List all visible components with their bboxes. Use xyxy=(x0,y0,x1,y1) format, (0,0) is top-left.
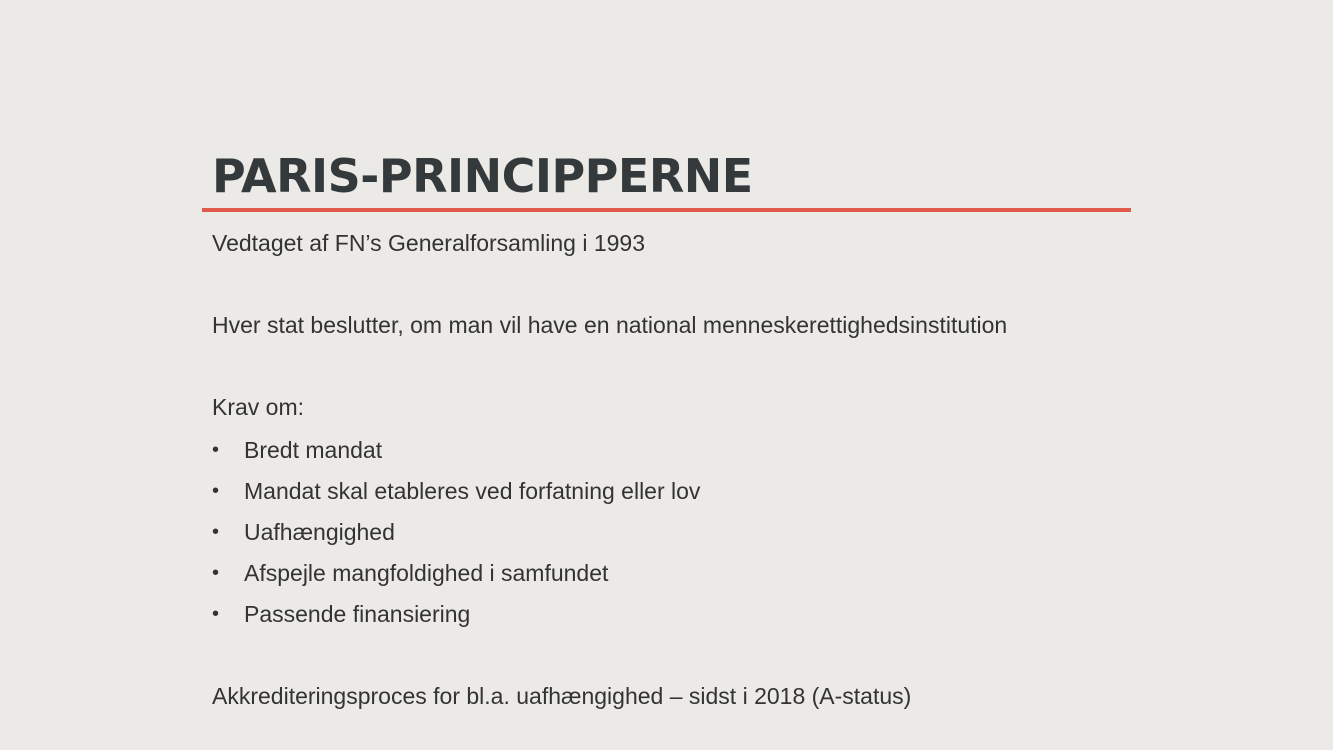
bullet-icon: • xyxy=(212,603,220,625)
list-item xyxy=(212,512,1112,553)
list-item-label: Bredt mandat xyxy=(244,437,383,463)
list-item xyxy=(212,430,1112,471)
slide-body xyxy=(212,226,1112,713)
decision-text: Hver stat beslutter, om man vil have en national menneskerettighedsinstitution xyxy=(212,312,1008,338)
list-item xyxy=(212,594,1112,635)
bullet-icon: • xyxy=(212,562,220,584)
accreditation-text: Akkrediteringsproces for bl.a. uafhængighed – sidst i 2018 (A-status) xyxy=(212,683,912,709)
list-item xyxy=(212,471,1112,512)
title-underline xyxy=(202,208,1131,212)
list-item-label: Mandat skal etableres ved forfatning eller lov xyxy=(244,478,701,504)
spacer xyxy=(212,260,1112,308)
requirements-list xyxy=(212,430,1112,635)
list-item-label: Passende finansiering xyxy=(244,601,471,627)
requirements-intro: Krav om: xyxy=(212,394,305,420)
list-item-label: Afspejle mangfoldighed i samfundet xyxy=(244,560,609,586)
bullet-icon: • xyxy=(212,439,220,461)
list-item-label: Uafhængighed xyxy=(244,519,395,545)
spacer xyxy=(212,342,1112,390)
slide-title: PARIS-PRINCIPPERNE xyxy=(212,149,753,203)
adopted-text: Vedtaget af FN’s Generalforsamling i 1993 xyxy=(212,230,645,256)
list-item xyxy=(212,553,1112,594)
spacer xyxy=(212,635,1112,679)
bullet-icon: • xyxy=(212,521,220,543)
bullet-icon: • xyxy=(212,480,220,502)
